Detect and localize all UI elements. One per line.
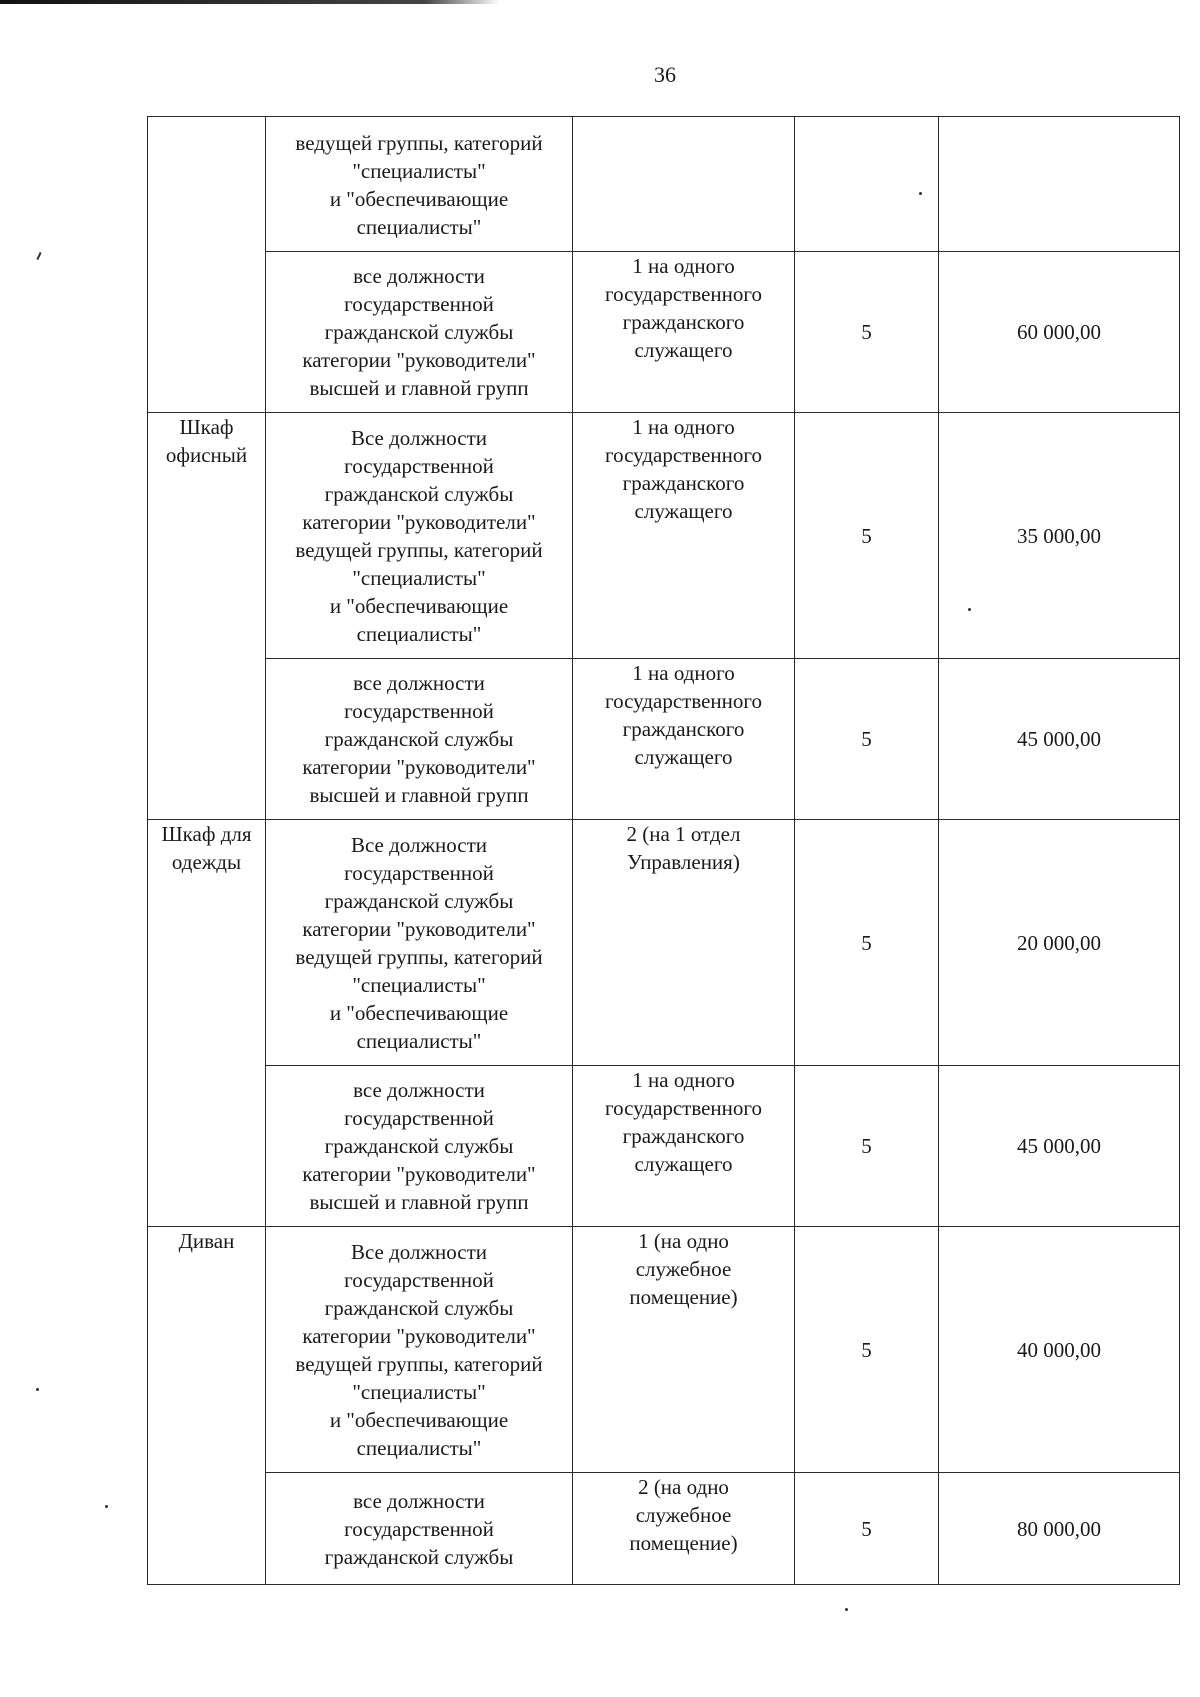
scan-speck — [105, 1505, 108, 1508]
table-row — [148, 1227, 1180, 1473]
price-cell: 20 000,00 — [939, 820, 1180, 1066]
price-cell — [939, 117, 1180, 252]
position-cell: ведущей группы, категорий "специалисты" и "обеспечивающие специалисты" — [266, 117, 573, 252]
price-cell: 80 000,00 — [939, 1473, 1180, 1585]
scan-speck — [36, 1388, 39, 1391]
norm-cell: 1 на одного государственного гражданского служащего — [573, 413, 795, 659]
norm-cell: 1 на одного государственного гражданского служащего — [573, 659, 795, 820]
price-cell: 35 000,00 — [939, 413, 1180, 659]
item-cell — [148, 117, 266, 413]
table-row — [148, 252, 1180, 413]
table-row — [148, 413, 1180, 659]
item-cell: Шкаф для одежды — [148, 820, 266, 1227]
term-cell: 5 — [795, 820, 939, 1066]
item-cell: Шкаф офисный — [148, 413, 266, 820]
position-cell: все должности государственной гражданской службы категории "руководители" высшей и главной групп — [266, 252, 573, 413]
norm-cell — [573, 117, 795, 252]
price-cell: 40 000,00 — [939, 1227, 1180, 1473]
furniture-norms-table — [147, 116, 1180, 1585]
term-cell: 5 — [795, 1227, 939, 1473]
term-cell: 5 — [795, 1473, 939, 1585]
norm-cell: 2 (на одно служебное помещение) — [573, 1473, 795, 1585]
position-cell: Все должности государственной гражданской службы категории "руководители" ведущей группы, категорий "специалисты" и "обеспечивающие специалисты" — [266, 1227, 573, 1473]
table-row — [148, 1066, 1180, 1227]
scan-speck — [845, 1608, 848, 1611]
norm-cell: 2 (на 1 отдел Управления) — [573, 820, 795, 1066]
term-cell: 5 — [795, 252, 939, 413]
position-cell: все должности государственной гражданской службы категории "руководители" высшей и главной групп — [266, 1066, 573, 1227]
position-cell: все должности государственной гражданской службы — [266, 1473, 573, 1585]
table-row — [148, 117, 1180, 252]
term-cell: 5 — [795, 1066, 939, 1227]
scan-speck — [36, 252, 41, 260]
scan-speck — [919, 192, 922, 195]
table-row — [148, 659, 1180, 820]
norm-cell: 1 (на одно служебное помещение) — [573, 1227, 795, 1473]
price-cell: 60 000,00 — [939, 252, 1180, 413]
term-cell: 5 — [795, 413, 939, 659]
term-cell — [795, 117, 939, 252]
scan-speck — [968, 608, 971, 611]
norm-cell: 1 на одного государственного гражданского служащего — [573, 1066, 795, 1227]
term-cell: 5 — [795, 659, 939, 820]
price-cell: 45 000,00 — [939, 1066, 1180, 1227]
norm-cell: 1 на одного государственного гражданского служащего — [573, 252, 795, 413]
table-row — [148, 820, 1180, 1066]
price-cell: 45 000,00 — [939, 659, 1180, 820]
page-number: 36 — [654, 62, 676, 87]
position-cell: Все должности государственной гражданской службы категории "руководители" ведущей группы, категорий "специалисты" и "обеспечивающие специалисты" — [266, 413, 573, 659]
scan-edge — [0, 0, 500, 4]
table-row — [148, 1473, 1180, 1585]
item-cell: Диван — [148, 1227, 266, 1585]
position-cell: Все должности государственной гражданской службы категории "руководители" ведущей группы, категорий "специалисты" и "обеспечивающие специалисты" — [266, 820, 573, 1066]
position-cell: все должности государственной гражданской службы категории "руководители" высшей и главной групп — [266, 659, 573, 820]
